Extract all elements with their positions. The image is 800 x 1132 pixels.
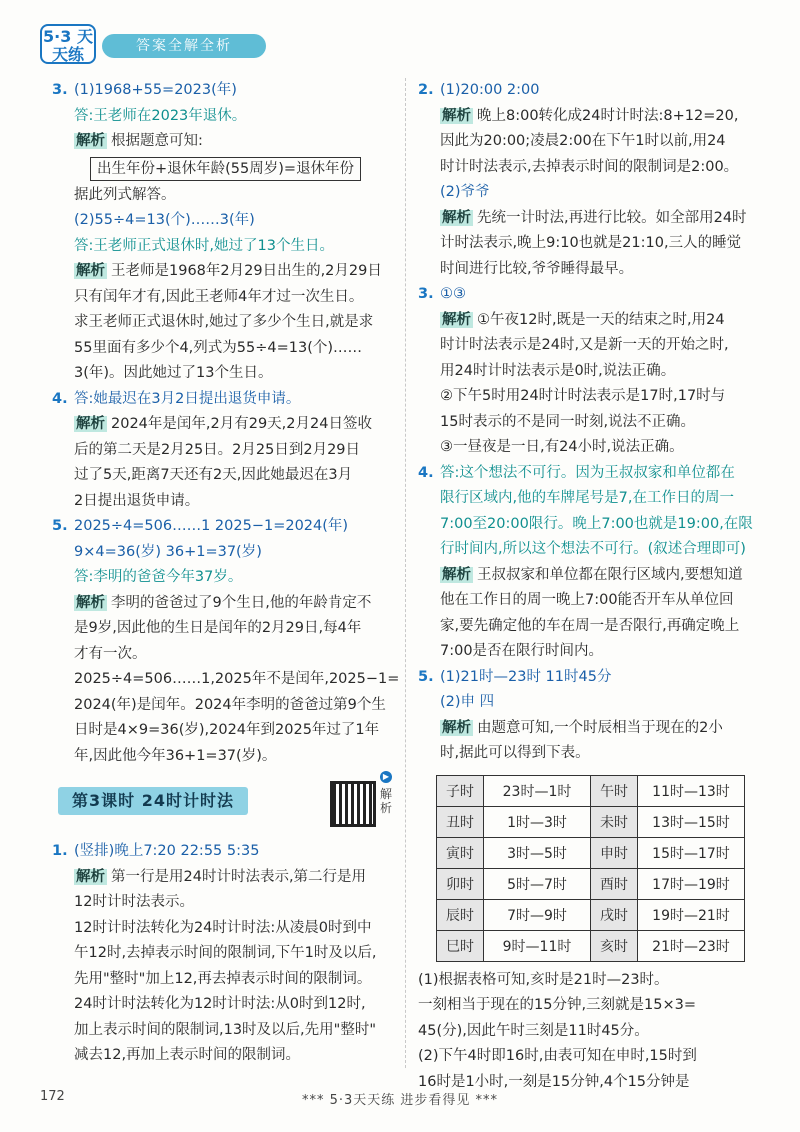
- analysis-text: 先统一计时法,再进行比较。如全部用24时: [477, 209, 747, 226]
- analysis-text: 55里面有多少个4,列式为55÷4=13(个)……: [74, 339, 363, 356]
- analysis-text: 午12时,去掉表示时间的限制词,下午1时及以后,: [74, 945, 377, 961]
- table-cell: 卯时: [437, 868, 484, 899]
- question-number: 1.: [52, 843, 68, 859]
- table-cell: 5时—7时: [484, 868, 591, 899]
- page-number: 172: [40, 1089, 65, 1104]
- qr-code-icon[interactable]: [330, 781, 376, 827]
- answer-2: [418, 78, 768, 282]
- lesson-title: 第3课时 24时计时法: [58, 787, 248, 815]
- analysis-tag: 解析: [442, 311, 471, 328]
- analysis-tag: 解析: [76, 868, 105, 885]
- analysis-text: 45(分),因此午时三刻是11时45分。: [418, 1022, 649, 1039]
- table-cell: 子时: [437, 775, 484, 806]
- table-cell: 23时—1时: [484, 775, 591, 806]
- analysis-text: 是9岁,因此他的生日是闰年的2月29日,每4年: [74, 620, 362, 636]
- answer-statement: 答:王老师正式退休时,她过了13个生日。: [74, 237, 334, 254]
- question-number: 5.: [52, 518, 68, 534]
- analysis-text: 第一行是用24时计时法表示,第二行是用: [111, 868, 367, 885]
- analysis-text: 计时法表示,晚上9:10也就是21:10,三人的睡觉: [440, 235, 742, 251]
- lesson-heading: [58, 772, 396, 829]
- right-column: [418, 78, 768, 1095]
- analysis-text: 时计时法表示,去掉表示时间的限制词是2:00。: [440, 158, 739, 175]
- answer-line: (1)20:00 2:00: [440, 82, 540, 98]
- answer-5: [52, 514, 400, 769]
- answer-statement: 行时间内,所以这个想法不可行。(叙述合理即可): [440, 541, 746, 557]
- table-cell: 丑时: [437, 806, 484, 837]
- table-cell: 11时—13时: [638, 775, 745, 806]
- table-cell: 1时—3时: [484, 806, 591, 837]
- analysis-text: 家,要先确定他的车在周一是否限行,再确定晚上: [440, 617, 740, 634]
- answer-statement: 答:王老师在2023年退休。: [74, 107, 247, 124]
- table-cell: 亥时: [591, 930, 638, 961]
- analysis-text: 一刻相当于现在的15分钟,三刻就是15×3=: [418, 997, 697, 1013]
- analysis-tag: 解析: [76, 594, 105, 611]
- analysis-text: ②下午5时用24时计时法表示是17时,17时与: [440, 388, 726, 404]
- table-cell: 13时—15时: [638, 806, 745, 837]
- analysis-text: 24时计时法转化为12时计时法:从0时到12时,: [74, 996, 366, 1012]
- analysis-text: ①午夜12时,既是一天的结束之时,用24: [477, 311, 725, 328]
- shichen-table: [436, 775, 745, 962]
- answer-line: 9×4=36(岁) 36+1=37(岁): [74, 543, 262, 560]
- play-icon: ▶: [380, 771, 392, 783]
- question-number: 4.: [418, 464, 434, 481]
- answer-4-right: [418, 461, 768, 665]
- question-number: 5.: [418, 668, 434, 685]
- left-column: [52, 78, 400, 1069]
- analysis-text: 2024(年)是闰年。2024年李明的爸爸过第9个生: [74, 696, 386, 713]
- analysis-text: (1)根据表格可知,亥时是21时—23时。: [418, 971, 669, 988]
- analysis-text: 据此列式解答。: [74, 186, 176, 203]
- analysis-text: 由题意可知,一个时辰相当于现在的2小: [477, 719, 723, 736]
- analysis-text: 3(年)。因此她过了13个生日。: [74, 365, 273, 381]
- answer-line: (1)1968+55=2023(年): [74, 82, 237, 98]
- analysis-tag: 解析: [442, 719, 471, 736]
- brand-logo: 5·3 天天练: [40, 24, 96, 64]
- question-number: 3.: [52, 82, 68, 98]
- answer-statement: 7:00至20:00限行。晚上7:00也就是19:00,在限: [440, 515, 753, 532]
- analysis-text: 年,因此他今年36+1=37(岁)。: [74, 747, 277, 764]
- answer-line: (2)爷爷: [440, 184, 490, 200]
- analysis-text: 王老师是1968年2月29日出生的,2月29日: [111, 263, 382, 279]
- table-row: [437, 868, 745, 899]
- analysis-text: 过了5天,距离7天还有2天,因此她最迟在3月: [74, 467, 353, 483]
- table-cell: 巳时: [437, 930, 484, 961]
- qr-label: 解析: [380, 787, 393, 815]
- analysis-text: 后的第二天是2月25日。2月25日到2月29日: [74, 441, 361, 458]
- formula-box: 出生年份+退休年龄(55周岁)=退休年份: [90, 157, 361, 181]
- analysis-text: 因此为20:00;凌晨2:00在下午1时以前,用24: [440, 133, 726, 149]
- table-row: [437, 806, 745, 837]
- analysis-text: 才有一次。: [74, 645, 147, 662]
- table-cell: 7时—9时: [484, 899, 591, 930]
- answer-4: [52, 387, 396, 515]
- table-cell: 辰时: [437, 899, 484, 930]
- answer-statement: 答:李明的爸爸今年37岁。: [74, 569, 243, 585]
- analysis-tag: 解析: [442, 209, 471, 226]
- analysis-text: 加上表示时间的限制词,13时及以后,先用"整时": [74, 1021, 377, 1038]
- answer-line: ①③: [440, 286, 466, 302]
- analysis-text: 12时计时法表示。: [74, 894, 194, 910]
- analysis-tag: 解析: [442, 566, 471, 583]
- table-cell: 未时: [591, 806, 638, 837]
- analysis-text: 李明的爸爸过了9个生日,他的年龄肯定不: [111, 594, 372, 611]
- table-cell: 戌时: [591, 899, 638, 930]
- analysis-text: 日时是4×9=36(岁),2024年到2025年过了1年: [74, 722, 380, 738]
- table-row: [437, 930, 745, 961]
- analysis-text: 先用"整时"加上12,再去掉表示时间的限制词。: [74, 970, 372, 987]
- table-cell: 17时—19时: [638, 868, 745, 899]
- analysis-text: 根据题意可知:: [111, 133, 203, 149]
- analysis-text: 只有闰年才有,因此王老师4年才过一次生日。: [74, 288, 364, 305]
- table-cell: 寅时: [437, 837, 484, 868]
- table-cell: 午时: [591, 775, 638, 806]
- answer-1: [52, 839, 396, 1069]
- answer-statement: 答:这个想法不可行。因为王叔叔家和单位都在: [440, 464, 735, 481]
- answer-3-right: [418, 282, 768, 461]
- table-cell: 15时—17时: [638, 837, 745, 868]
- analysis-text: 求王老师正式退休时,她过了多少个生日,就是求: [74, 314, 374, 330]
- table-row: [437, 899, 745, 930]
- question-number: 4.: [52, 390, 68, 407]
- answer-statement: 答:她最迟在3月2日提出退货申请。: [74, 390, 301, 407]
- table-cell: 19时—21时: [638, 899, 745, 930]
- analysis-text: ③一昼夜是一日,有24小时,说法正确。: [440, 439, 684, 455]
- analysis-tag: 解析: [76, 133, 105, 149]
- analysis-text: 用24时计时法表示是0时,说法正确。: [440, 362, 676, 379]
- analysis-tag: 解析: [76, 263, 105, 279]
- analysis-text: 7:00是否在限行时间内。: [440, 643, 604, 659]
- analysis-text: 16时是1小时,一刻是15分钟,4个15分钟是: [418, 1073, 690, 1090]
- analysis-text: 2024年是闰年,2月有29天,2月24日签收: [111, 416, 372, 432]
- answer-line: (2)55÷4=13(个)……3(年): [74, 212, 255, 228]
- analysis-text: 2025÷4=506……1,2025年不是闰年,2025−1=: [74, 671, 400, 687]
- analysis-tag: 解析: [442, 107, 471, 124]
- table-row: [437, 775, 745, 806]
- section-tag: 答案全解全析: [102, 34, 266, 58]
- answer-3: [52, 78, 396, 387]
- answer-line: (1)21时—23时 11时45分: [440, 668, 612, 685]
- table-cell: 申时: [591, 837, 638, 868]
- analysis-text: 时间进行比较,爷爷睡得最早。: [440, 260, 634, 277]
- analysis-text: 他在工作日的周一晚上7:00能否开车从单位回: [440, 592, 734, 608]
- analysis-text: 时,据此可以得到下表。: [440, 745, 590, 761]
- answer-statement: 限行区域内,他的车牌尾号是7,在工作日的周一: [440, 490, 734, 506]
- answer-line: (竖排)晚上7:20 22:55 5:35: [74, 843, 260, 859]
- answer-line: (2)申 四: [440, 694, 495, 710]
- column-divider: [405, 78, 406, 1068]
- question-number: 3.: [418, 286, 434, 302]
- analysis-text: 时计时法表示是24时,又是新一天的开始之时,: [440, 337, 729, 353]
- analysis-tag: 解析: [76, 416, 105, 432]
- table-cell: 21时—23时: [638, 930, 745, 961]
- table-row: [437, 837, 745, 868]
- analysis-text: 王叔叔家和单位都在限行区域内,要想知道: [477, 566, 743, 583]
- answer-line: 2025÷4=506……1 2025−1=2024(年): [74, 518, 349, 534]
- analysis-text: 2日提出退货申请。: [74, 492, 200, 509]
- footer-slogan: *** 5·3天天练 进步看得见 ***: [301, 1093, 499, 1108]
- answer-5-right: [418, 665, 768, 1096]
- table-cell: 3时—5时: [484, 837, 591, 868]
- question-number: 2.: [418, 82, 434, 98]
- table-cell: 酉时: [591, 868, 638, 899]
- analysis-text: (2)下午4时即16时,由表可知在申时,15时到: [418, 1048, 697, 1064]
- analysis-text: 12时计时法转化为24时计时法:从凌晨0时到中: [74, 919, 372, 936]
- page-footer: [0, 1089, 800, 1109]
- analysis-text: 晚上8:00转化成24时计时法:8+12=20,: [477, 107, 739, 124]
- analysis-text: 减去12,再加上表示时间的限制词。: [74, 1047, 301, 1063]
- analysis-text: 15时表示的不是同一时刻,说法不正确。: [440, 413, 696, 430]
- table-cell: 9时—11时: [484, 930, 591, 961]
